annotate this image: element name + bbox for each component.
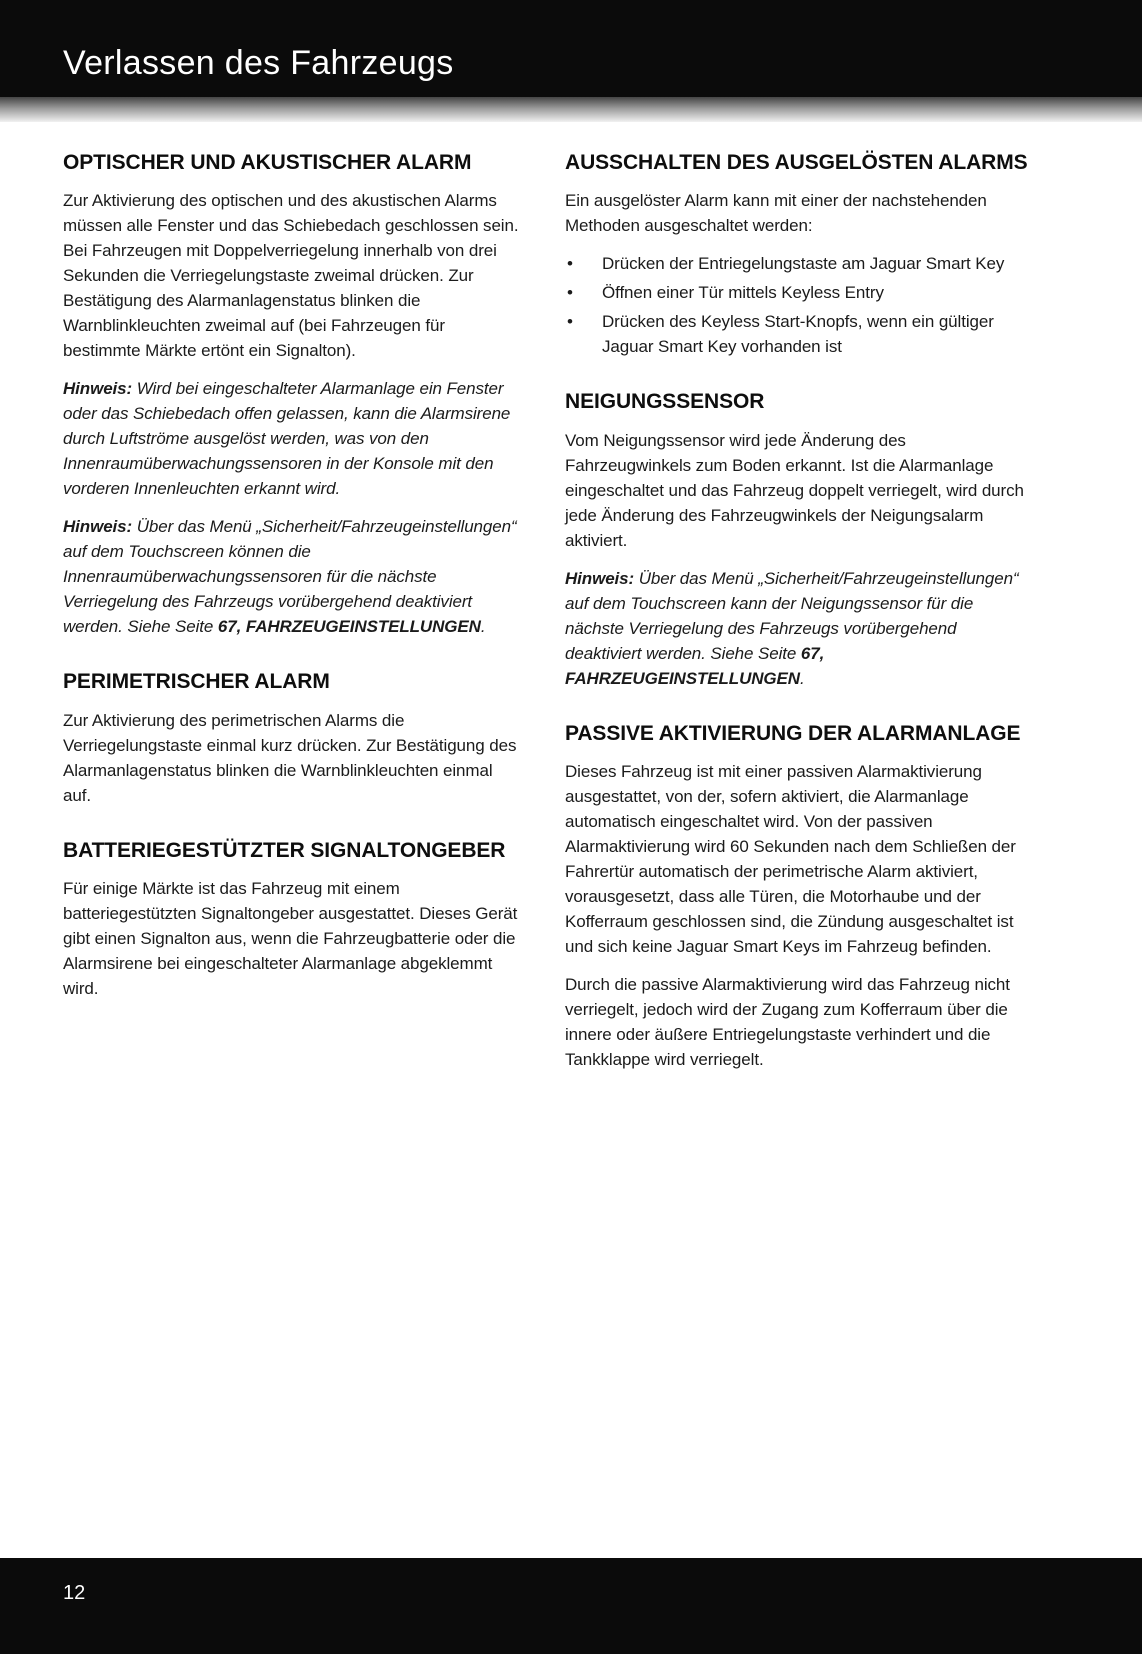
header-gradient-divider — [0, 97, 1142, 122]
note-text: Über das Menü „Sicherheit/Fahrzeugeinstellungen“ auf dem Touchscreen kann der Neigungssensor für die nächste Verriegelung des Fahrzeugs vorübergehend deaktiviert werden. Siehe Seite — [565, 568, 1019, 663]
list-item: • Öffnen einer Tür mittels Keyless Entry — [565, 280, 1033, 305]
note-text: Über das Menü „Sicherheit/Fahrzeugeinstellungen“ auf dem Touchscreen können die Innenraumüberwachungssensoren für die nächste Verriegelung des Fahrzeugs vorübergehend deaktiviert werden. Siehe Seite — [63, 517, 517, 637]
note-paragraph — [63, 376, 523, 501]
paragraph: Durch die passive Alarmaktivierung wird das Fahrzeug nicht verriegelt, jedoch wird der Zugang zum Kofferraum über die innere oder äußere Entriegelungstaste verhindert und die Tankklappe wird verriegelt. — [565, 974, 1010, 1069]
cross-reference: 67, FAHRZEUGEINSTELLUNGEN — [217, 617, 481, 637]
note-text-tail: . — [480, 617, 486, 637]
section-battery-backed-sounder — [63, 838, 523, 1001]
note-label: Hinweis: — [63, 517, 133, 537]
note-label: Hinweis: — [565, 568, 635, 588]
right-column — [565, 150, 1033, 1102]
section-heading: NEIGUNGSSENSOR — [565, 390, 765, 414]
paragraph: Ein ausgelöster Alarm kann mit einer der nachstehenden Methoden ausgeschaltet werden: — [565, 191, 987, 236]
paragraph: Vom Neigungssensor wird jede Änderung des Fahrzeugwinkels zum Boden erkannt. Ist die Alarmanlage eingeschaltet und das Fahrzeug doppelt verriegelt, wird durch jede Änderung des Fahrzeugwinkels der Neigungsalarm aktiviert. — [565, 430, 1024, 550]
section-passive-arming — [565, 721, 1033, 1072]
cross-reference: 67, FAHRZEUGEINSTELLUNGEN — [565, 643, 825, 688]
section-heading: OPTISCHER UND AKUSTISCHER ALARM — [63, 151, 472, 174]
section-heading: PERIMETRISCHER ALARM — [63, 670, 330, 694]
paragraph: Für einige Märkte ist das Fahrzeug mit einem batteriegestützten Signaltongeber ausgestattet. Dieses Gerät gibt einen Signalton aus, wenn die Fahrzeugbatterie oder die Alarmsirene bei eingeschalteter Alarmanlage abgeklemmt wird. — [63, 878, 518, 998]
page-title: Verlassen des Fahrzeugs — [63, 44, 454, 82]
section-optical-acoustic-alarm — [63, 150, 523, 639]
note-text-tail: . — [799, 668, 805, 688]
page-content — [63, 150, 1033, 1102]
note-label: Hinweis: — [63, 379, 133, 399]
section-heading: AUSSCHALTEN DES AUSGELÖSTEN ALARMS — [565, 151, 1028, 174]
section-heading: BATTERIEGESTÜTZTER SIGNALTONGEBER — [63, 838, 506, 862]
section-perimeter-alarm — [63, 669, 523, 807]
page-header — [0, 0, 1142, 97]
note-paragraph — [63, 514, 523, 639]
paragraph: Dieses Fahrzeug ist mit einer passiven Alarmaktivierung ausgestattet, von der, sofern aktiviert, die Alarmanlage automatisch eingeschaltet wird. Von der passiven Alarmaktivierung wird 60 Sekunden nach dem Schließen der Fahrertür automatisch der perimetrische Alarm aktiviert, vorausgesetzt, dass alle Türen, die Motorhaube und der Kofferraum geschlossen sind, die Zündung ausgeschaltet ist und sich keine Jaguar Smart Keys im Fahrzeug befinden. — [565, 761, 1016, 956]
section-heading: PASSIVE AKTIVIERUNG DER ALARMANLAGE — [565, 721, 1021, 745]
page-footer — [0, 1558, 1142, 1654]
note-text: Wird bei eingeschalteter Alarmanlage ein Fenster oder das Schiebedach offen gelassen, kann die Alarmsirene durch Luftströme ausgelöst werden, was von den Innenraumüberwachungssensoren in der Konsole mit den vorderen Innenleuchten erkannt wird. — [63, 379, 511, 499]
paragraph: Zur Aktivierung des perimetrischen Alarms die Verriegelungstaste einmal kurz drücken. Zur Bestätigung des Alarmanlagenstatus blinken die Warnblinkleuchten einmal auf. — [63, 710, 517, 805]
section-switch-off-triggered-alarm — [565, 150, 1033, 359]
bullet-list — [565, 251, 1033, 359]
list-item: • Drücken der Entriegelungstaste am Jaguar Smart Key — [565, 251, 1033, 276]
note-paragraph — [565, 566, 1033, 691]
list-item: • Drücken des Keyless Start-Knopfs, wenn ein gültiger Jaguar Smart Key vorhanden ist — [565, 309, 1033, 359]
left-column — [63, 150, 523, 1102]
section-tilt-sensor — [565, 389, 1033, 690]
page-number: 12 — [63, 1582, 86, 1604]
paragraph: Zur Aktivierung des optischen und des akustischen Alarms müssen alle Fenster und das Schiebedach geschlossen sein. Bei Fahrzeugen mit Doppelverriegelung innerhalb von drei Sekunden die Verriegelungstaste zweimal drücken. Zur Bestätigung des Alarmanlagenstatus blinken die Warnblinkleuchten zweimal auf (bei Fahrzeugen für bestimmte Märkte ertönt ein Signalton). — [63, 191, 519, 361]
